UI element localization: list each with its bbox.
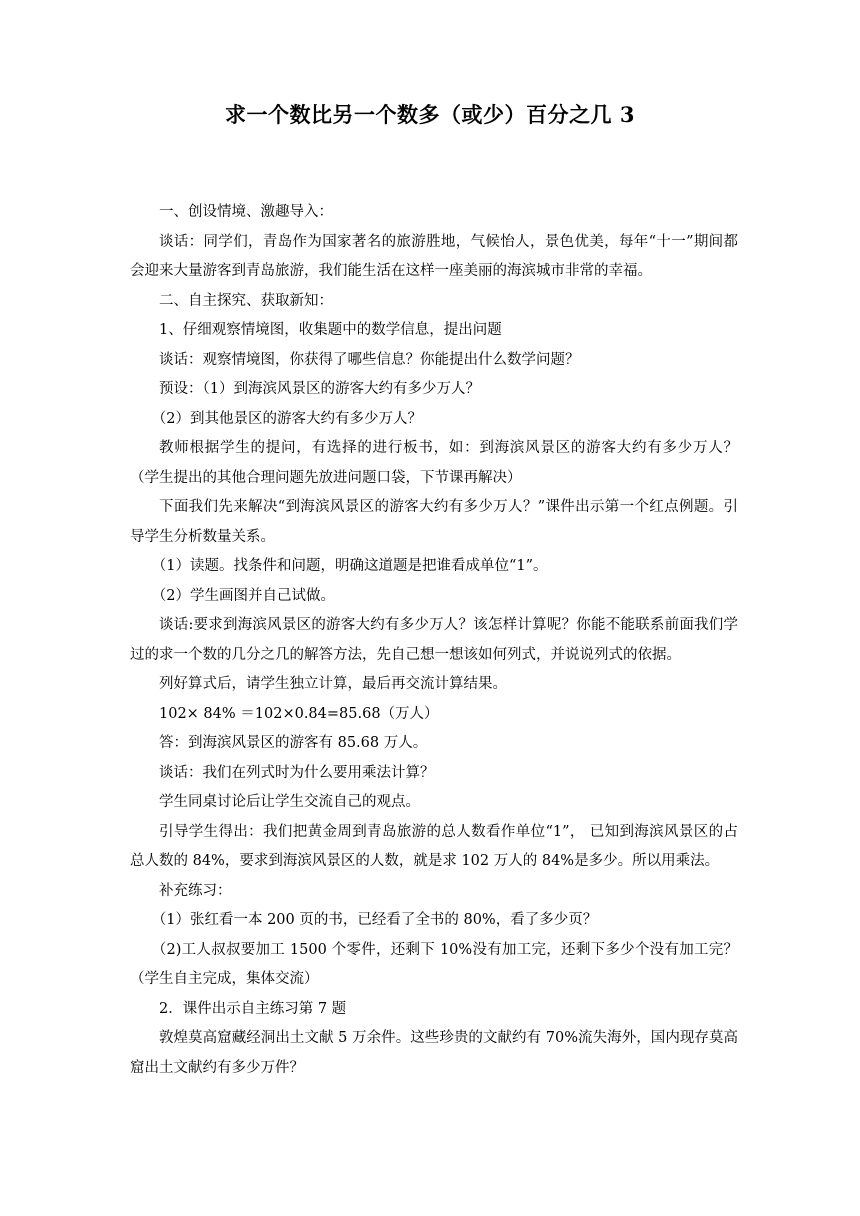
paragraph: 二、自主探究、获取新知： — [159, 292, 333, 309]
paragraph: 谈话：观察情境图，你获得了哪些信息？你能提出什么数学问题？ — [159, 351, 580, 368]
paragraph: 敦煌莫高窟藏经洞出土文献 5 万余件。这些珍贵的文献约有 70%流失海外，国内现存莫高窟出土文献约有多少万件？ — [130, 1030, 738, 1076]
paragraph: （1）读题。找条件和问题，明确这道题是把谁看成单位“1”。 — [151, 558, 548, 574]
paragraph: 谈话:要求到海滨风景区的游客大约有多少万人？该怎样计算呢？你能不能联系前面我们学过的求一个数的几分之几的解答方法，先自己想一想该如何列式，并说说列式的依据。 — [130, 617, 738, 663]
paragraph: （2）到其他景区的游客大约有多少万人？ — [151, 410, 422, 427]
paragraph: 引导学生得出：我们把黄金周到青岛旅游的总人数看作单位“1”， 已知到海滨风景区的占总人数的 84%，要求到海滨风景区的人数，就是求 102 万人的 84%是多少。所以用乘法。 — [130, 823, 738, 869]
paragraph: 一、创设情境、激趣导入： — [159, 204, 333, 220]
paragraph: 1、仔细观察情境图，收集题中的数学信息，提出问题 — [159, 322, 502, 338]
paragraph: 教师根据学生的提问，有选择的进行板书，如：到海滨风景区的游客大约有多少万人？（学生提出的其他合理问题先放进问题口袋，下节课再解决） — [130, 440, 738, 486]
paragraph: 谈话：同学们，青岛作为国家著名的旅游胜地，气候怡人，景色优美，每年“十一”期间都会迎来大量游客到青岛旅游，我们能生活在这样一座美丽的海滨城市非常的幸福。 — [130, 233, 738, 279]
paragraph: 答：到海滨风景区的游客有 85.68 万人。 — [159, 735, 428, 751]
paragraph: 列好算式后，请学生独立计算，最后再交流计算结果。 — [159, 676, 507, 692]
paragraph: 预设：（1）到海滨风景区的游客大约有多少万人？ — [159, 381, 480, 397]
document-body — [130, 198, 738, 1083]
paragraph: 2．课件出示自主练习第 7 题 — [159, 1000, 347, 1017]
paragraph: 下面我们先来解决“到海滨风景区的游客大约有多少万人？”课件出示第一个红点例题。引导学生分析数量关系。 — [130, 499, 738, 545]
paragraph: （1）张红看一本 200 页的书，已经看了全书的 80%，看了多少页？ — [151, 912, 598, 928]
paragraph: （2)工人叔叔要加工 1500 个零件，还剩下 10%没有加工完，还剩下多少个没有加工完？（学生自主完成，集体交流） — [130, 941, 738, 987]
paragraph: 学生同桌讨论后让学生交流自己的观点。 — [159, 794, 420, 810]
paragraph: 补充练习： — [159, 882, 232, 899]
formula-line: 102× 84% ＝102×0.84=85.68（万人） — [159, 705, 439, 722]
document-title: 求一个数比另一个数多（或少）百分之几 3 — [225, 102, 635, 127]
paragraph: （2）学生画图并自己试做。 — [151, 587, 335, 604]
paragraph: 谈话：我们在列式时为什么要用乘法计算？ — [159, 764, 435, 781]
